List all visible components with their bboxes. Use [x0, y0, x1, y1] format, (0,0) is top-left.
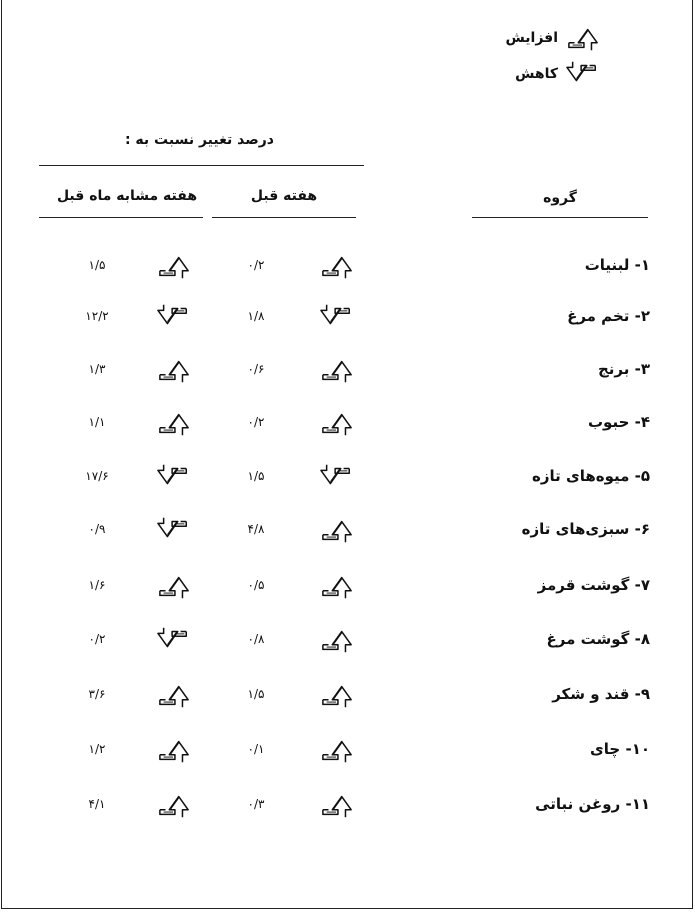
arrow-up-icon — [566, 22, 600, 54]
document-page — [1, 0, 693, 909]
table-row — [2, 514, 694, 550]
same-month-value: ۱/۶ — [88, 578, 106, 592]
table-row — [2, 461, 694, 497]
table-caption: درصد تغییر نسبت به : — [124, 132, 274, 148]
arrow-up-icon — [320, 407, 354, 439]
header-group: گروه — [543, 190, 577, 206]
arrow-up-icon — [320, 570, 354, 602]
row-group-name: ۱- لبنیات — [584, 256, 650, 274]
arrow-up-icon — [320, 734, 354, 766]
same-month-value: ۰/۹ — [88, 522, 106, 536]
arrow-down-icon — [320, 301, 354, 333]
row-group-name: ۴- حبوب — [587, 413, 650, 431]
table-row — [2, 624, 694, 660]
table-row — [2, 679, 694, 715]
previous-week-value: ۰/۲ — [247, 258, 265, 272]
previous-week-value: ۰/۱ — [247, 742, 265, 756]
legend-increase-label: افزایش — [505, 30, 558, 46]
header-underline-month — [39, 217, 203, 218]
row-group-name: ۷- گوشت قرمز — [537, 576, 650, 594]
table-row — [2, 407, 694, 443]
table-row — [2, 250, 694, 286]
legend-decrease-label: کاهش — [515, 66, 558, 82]
arrow-up-icon — [320, 250, 354, 282]
previous-week-value: ۰/۸ — [247, 632, 265, 646]
table-row — [2, 789, 694, 825]
row-group-name: ۵- میوه‌های تازه — [531, 467, 650, 485]
header-same-week-last-month: هفته مشابه ماه قبل — [56, 188, 198, 204]
previous-week-value: ۴/۸ — [247, 522, 265, 536]
arrow-down-icon — [566, 58, 600, 90]
same-month-value: ۰/۲ — [88, 632, 106, 646]
row-group-name: ۱۰- چای — [590, 740, 650, 758]
arrow-up-icon — [320, 679, 354, 711]
arrow-down-icon — [157, 514, 191, 546]
arrow-up-icon — [320, 354, 354, 386]
same-month-value: ۱/۵ — [88, 258, 106, 272]
row-group-name: ۸- گوشت مرغ — [546, 630, 650, 648]
arrow-up-icon — [157, 789, 191, 821]
arrow-down-icon — [157, 301, 191, 333]
previous-week-value: ۰/۳ — [247, 797, 265, 811]
arrow-up-icon — [157, 250, 191, 282]
previous-week-value: ۱/۵ — [247, 469, 265, 483]
previous-week-value: ۰/۵ — [247, 578, 265, 592]
arrow-down-icon — [320, 461, 354, 493]
table-row — [2, 734, 694, 770]
arrow-up-icon — [157, 570, 191, 602]
legend-decrease — [515, 61, 600, 87]
header-previous-week: هفته قبل — [250, 188, 318, 204]
row-group-name: ۹- قند و شکر — [552, 685, 650, 703]
arrow-up-icon — [320, 514, 354, 546]
same-month-value: ۱/۲ — [88, 742, 106, 756]
header-underline-group — [472, 217, 648, 218]
same-month-value: ۱۷/۶ — [85, 469, 109, 483]
previous-week-value: ۰/۲ — [247, 415, 265, 429]
table-row — [2, 354, 694, 390]
header-underline-week — [212, 217, 356, 218]
previous-week-value: ۱/۵ — [247, 687, 265, 701]
same-month-value: ۳/۶ — [88, 687, 106, 701]
same-month-value: ۱/۳ — [88, 362, 106, 376]
arrow-up-icon — [157, 679, 191, 711]
row-group-name: ۲- تخم مرغ — [567, 307, 650, 325]
table-row — [2, 301, 694, 337]
row-group-name: ۶- سبزی‌های تازه — [521, 520, 650, 538]
same-month-value: ۱/۱ — [88, 415, 106, 429]
arrow-up-icon — [320, 789, 354, 821]
arrow-up-icon — [157, 407, 191, 439]
arrow-down-icon — [157, 461, 191, 493]
caption-underline — [39, 165, 364, 166]
arrow-up-icon — [320, 624, 354, 656]
previous-week-value: ۱/۸ — [247, 309, 265, 323]
previous-week-value: ۰/۶ — [247, 362, 265, 376]
arrow-up-icon — [157, 734, 191, 766]
legend-increase — [505, 25, 600, 51]
same-month-value: ۴/۱ — [88, 797, 106, 811]
arrow-down-icon — [157, 624, 191, 656]
row-group-name: ۱۱- روغن نباتی — [535, 795, 650, 813]
same-month-value: ۱۲/۲ — [85, 309, 109, 323]
row-group-name: ۳- برنج — [597, 360, 650, 378]
arrow-up-icon — [157, 354, 191, 386]
table-row — [2, 570, 694, 606]
